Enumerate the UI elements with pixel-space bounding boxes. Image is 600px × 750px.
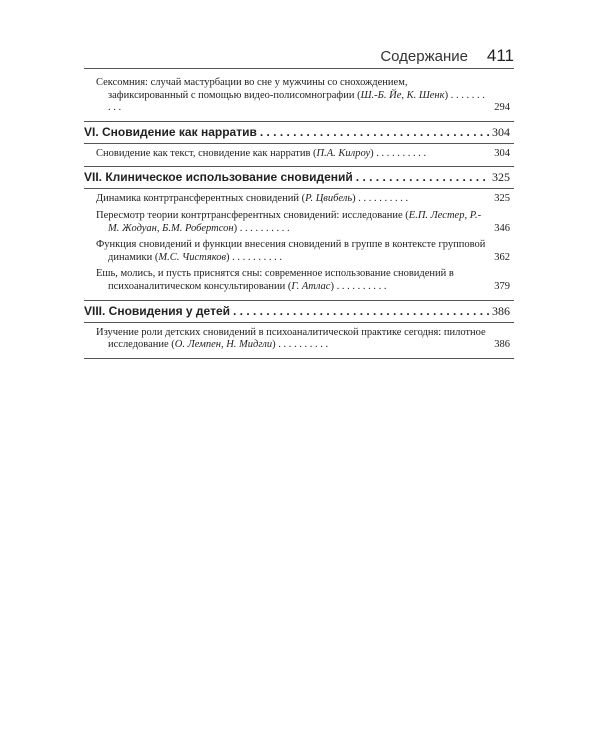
toc-entry-page: 386 — [494, 339, 510, 351]
section-entries — [84, 143, 514, 167]
toc-entry-page: 294 — [494, 102, 510, 114]
section-page: 386 — [492, 303, 510, 318]
toc-entry[interactable]: Ешь, молись, и пусть приснятся сны: современное использование сновидений в психоаналитическом консультировании (Г. Атлас) . . . 379 — [84, 266, 514, 295]
toc-entry-page: 362 — [494, 251, 510, 263]
section-page: 304 — [492, 124, 510, 139]
continued-entries — [84, 72, 514, 121]
toc-section-vii — [84, 167, 514, 300]
page-header — [84, 44, 514, 69]
toc-entry[interactable]: Функция сновидений и функции внесения сновидений в группе в контексте групповой динамики (М.С. Чистяков) . . . 362 — [84, 237, 514, 266]
toc-entry[interactable]: Сновидение как текст, сновидение как нарратив (П.А. Килроу) . . . 304 — [84, 146, 514, 163]
toc-entry[interactable]: Сексомния: случай мастурбации во сне у мужчины со снохождением, зафиксированный с помощью видео-полисомнографии (Ш.-Б. Йе, К. Шенк) . . . 294 — [84, 75, 514, 117]
toc-entry-page: 346 — [494, 222, 510, 234]
running-header-title: Содержание — [380, 48, 468, 65]
toc-entry[interactable]: Пересмотр теории контртрансферентных сновидений: исследование (Е.П. Лестер, Р.-М. Жодуан, Б.М. Робертсон) . . . 346 — [84, 208, 514, 237]
section-title[interactable]: VIII. Сновидения у детей . . . 386 — [84, 301, 514, 322]
section-entries — [84, 322, 514, 358]
toc-entry-page: 325 — [494, 193, 510, 205]
section-title[interactable]: VI. Сновидение как нарратив . . . 304 — [84, 122, 514, 143]
section-title[interactable]: VII. Клиническое использование сновидений . . . 325 — [84, 167, 514, 188]
toc-entry-page: 304 — [494, 147, 510, 159]
toc-entry-page: 379 — [494, 280, 510, 292]
toc-section-vi — [84, 121, 514, 168]
table-of-contents — [84, 72, 514, 359]
toc-section-viii — [84, 301, 514, 359]
section-entries — [84, 188, 514, 299]
page-number: 411 — [486, 46, 514, 65]
toc-entry[interactable]: Динамика контртрансферентных сновидений (Р. Цвибель) . . . 325 — [84, 191, 514, 208]
toc-entry[interactable]: Изучение роли детских сновидений в психоаналитической практике сегодня: пилотное исследование (О. Лемпен, Н. Мидгли) . . . 386 — [84, 325, 514, 354]
section-page: 325 — [492, 170, 510, 185]
